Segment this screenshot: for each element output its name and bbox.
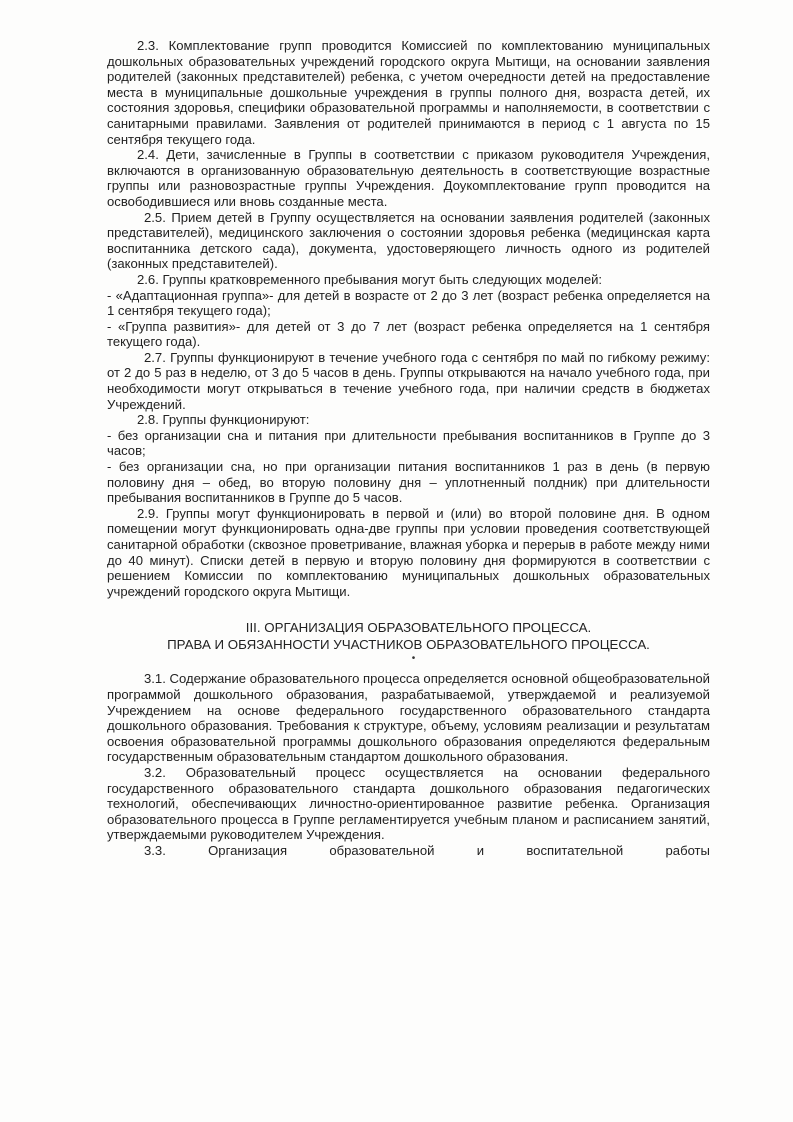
paragraph-3-3 xyxy=(107,843,710,859)
paragraph-2-6: 2.6. Группы кратковременного пребывания могут быть следующих моделей: xyxy=(137,271,603,287)
paragraph-2-8: 2.8. Группы функционируют: xyxy=(137,412,310,428)
paragraph-2-3: 2.3. Комплектование групп проводится Комиссией по комплектованию муниципальных дошкольных образовательных учреждений городского округа Мытищи, на основании заявления родителей (законных представителей) ребенка, с учетом очередности детей на предоставление места в муниципальные дошкольные учреждения в группы полного дня, возраста детей, их состояния здоровья, специфики образовательной программы и наполняемости, в соответствии с санитарными правилами. Заявления от родителей принимаются в период с 1 августа по 15 сентября текущего года. xyxy=(107,38,710,147)
section-title-line-1: III. ОРГАНИЗАЦИЯ ОБРАЗОВАТЕЛЬНОГО ПРОЦЕССА. xyxy=(245,620,592,636)
paragraph-3-3-word-4: и xyxy=(476,842,485,858)
paragraph-3-3-word-2: Организация xyxy=(208,842,288,858)
document-body xyxy=(107,38,710,859)
section-title-line-2: ПРАВА И ОБЯЗАННОСТИ УЧАСТНИКОВ ОБРАЗОВАТЕЛЬНОГО ПРОЦЕССА. xyxy=(167,637,650,653)
paragraph-2-9: 2.9. Группы могут функционировать в первой и (или) во второй половине дня. В одном помещении могут функционировать одна-две группы при условии проведения соответствующей санитарной обработки (сквозное проветривание, влажная уборка и перерыв в работе между ними до 40 минут). Списки детей в первую и вторую половину дня формируются в соответствии с решением Комиссии по комплектованию муниципальных дошкольных образовательных учреждений городского округа Мытищи. xyxy=(107,505,710,599)
list-item-2-8-meals-once: - без организации сна, но при организации питания воспитанников 1 раз в день (в первую половину дня – обед, во вторую половину дня – уплотненный полдник) при длительности пребывания воспитанников в Группе до 5 часов. xyxy=(107,459,710,506)
paragraph-3-2: 3.2. Образовательный процесс осуществляется на основании федерального государственного образовательного стандарта дошкольного образования педагогических технологий, обеспечивающих личностно-ориентированное развитие ребенка. Организация образовательного процесса в Группе регламентируется учебным планом и расписанием занятий, утверждаемыми руководителем Учреждения. xyxy=(107,764,710,843)
list-item-2-8-no-sleep-no-meals: - без организации сна и питания при длительности пребывания воспитанников в Группе до 3 часов; xyxy=(107,427,710,459)
paragraph-3-1: 3.1. Содержание образовательного процесса определяется основной общеобразовательной программой дошкольного образования, разрабатываемой, утверждаемой и реализуемой Учреждением на основе федерального государственного образовательного стандарта дошкольного образования. Требования к структуре, объему, условиям реализации и результатам освоения образовательной программы дошкольного образования определяются федеральным государственным образовательным стандартом дошкольного образования. xyxy=(107,671,710,765)
section-heading xyxy=(107,619,710,653)
list-item-2-6-adaptation-group: - «Адаптационная группа»- для детей в возрасте от 2 до 3 лет (возраст ребенка определяется на 1 сентября текущего года); xyxy=(107,287,710,319)
paragraph-3-3-word-1: 3.3. xyxy=(144,842,166,858)
list-item-2-6-development-group: - «Группа развития»- для детей от 3 до 7 лет (возраст ребенка определяется на 1 сентября текущего года). xyxy=(107,318,710,350)
scan-speck: • xyxy=(411,653,416,665)
paragraph-2-5: 2.5. Прием детей в Группу осуществляется на основании заявления родителей (законных представителей), медицинского заключения о состоянии здоровья ребенка (медицинская карта воспитанника детского сада), документа, удостоверяющего личность одного из родителей (законных представителей). xyxy=(107,209,710,272)
paragraph-3-3-word-6: работы xyxy=(665,842,710,858)
paragraph-3-3-word-3: образовательной xyxy=(329,842,435,858)
paragraph-3-3-word-5: воспитательной xyxy=(526,842,624,858)
paragraph-2-4: 2.4. Дети, зачисленные в Группы в соответствии с приказом руководителя Учреждения, включаются в организованную образовательную деятельность в соответствующие возрастные группы или разновозрастные группы Учреждения. Доукомплектование групп проводится на освободившиеся или вновь созданные места. xyxy=(107,147,710,209)
paragraph-2-7: 2.7. Группы функционируют в течение учебного года с сентября по май по гибкому режиму: от 2 до 5 раз в неделю, от 3 до 5 часов в день. Группы открываются на начало учебного года, при необходимости могут открываться в течение учебного года, при наличии средств в бюджетах Учреждений. xyxy=(107,349,710,412)
